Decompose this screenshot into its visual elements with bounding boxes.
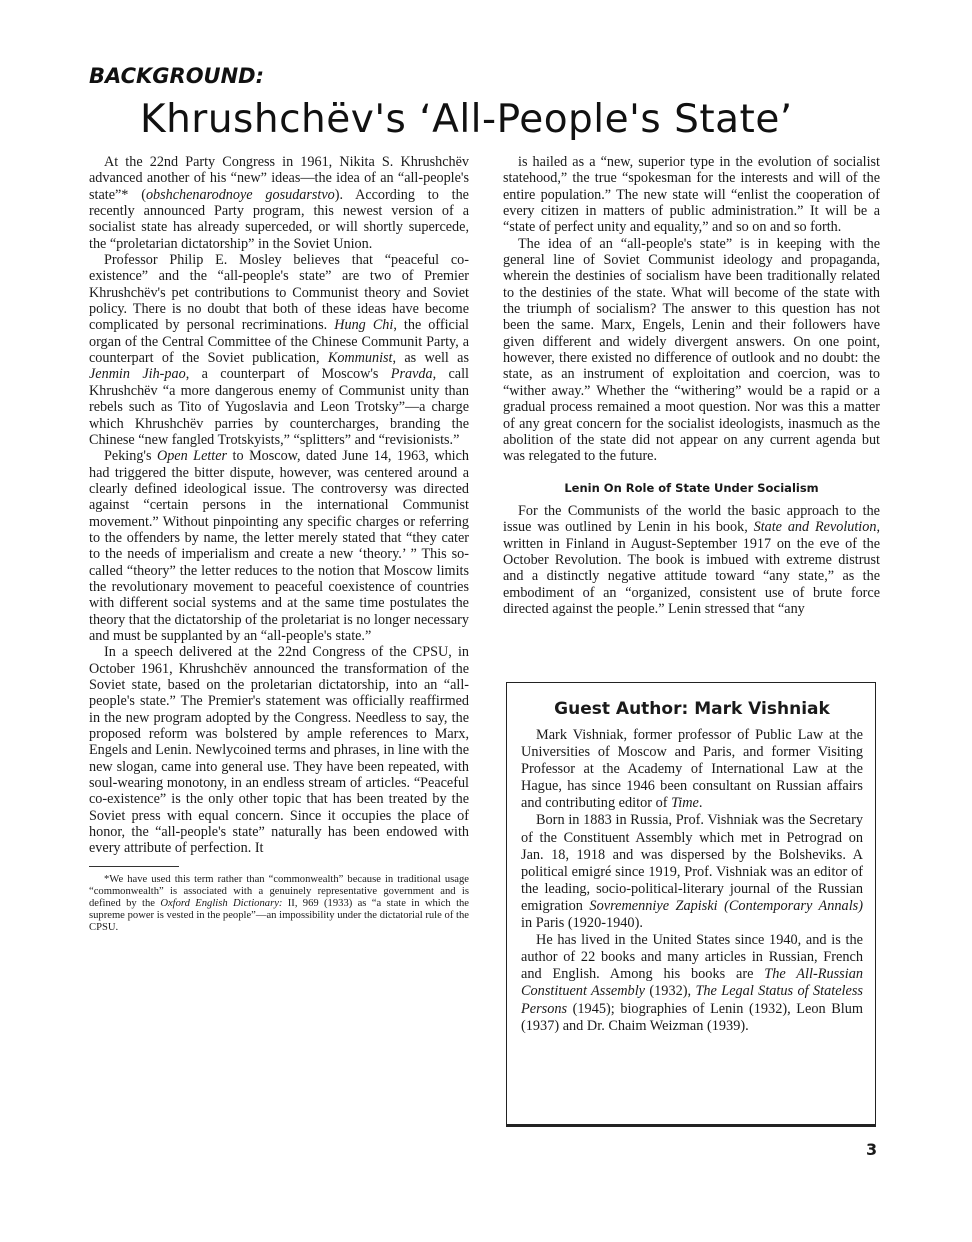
paragraph: At the 22nd Party Congress in 1961, Nikita S. Khrushchëv advanced another of his “new” ideas—the idea of an “all-people's state”* (obshchenarodnoye gosudarstvo). According to the recently announced Party program, this newest version of a socialist state has already superceded, or will shortly supercede, the “proletarian dictatorship” in the Soviet Union. xyxy=(89,154,469,252)
paragraph: Born in 1883 in Russia, Prof. Vishniak was the Secretary of the Constituent Assembly which met in Petrograd on Jan. 18, 1918 and was dispersed by the Bolsheviks. A political emigré since 1919, Prof. Vishniak was an editor of the leading, socio-political-literary journal of the Russian emigration Sovremenniye Zapiski (Contemporary Annals) in Paris (1920-1940). xyxy=(521,812,863,932)
paragraph: Mark Vishniak, former professor of Public Law at the Universities of Moscow and Paris, and former Visiting Professor at the Academy of International Law at the Hague, has since 1946 been consultant on Russian affairs and contributing editor of Time. xyxy=(521,727,863,812)
paragraph: He has lived in the United States since 1940, and is the author of 22 books and many articles in Russian, French and English. Among his books are The All-Russian Constituent Assembly (1932), The Legal Status of Stateless Persons (1945); biographies of Lenin (1932), Leon Blum (1937) and Dr. Chaim Weizman (1939). xyxy=(521,932,863,1034)
paragraph: Peking's Open Letter to Moscow, dated June 14, 1963, which had triggered the bitter dispute, however, was centered around a clearly defined ideological issue. The controversy was directed against “certain persons in the international Communist movement.” Without pinpointing any specific charges or referring to the offenders by name, the letter merely stated that “they cater to the needs of imperialism and create a new ‘theory.’ ” This so-called “theory” the letter reduces to the notion that Moscow limits the revolutionary movement to peaceful coexistence of countries with different social systems and at the same time postulates the theory that the dictatorship of the proletariat is no longer necessary and must be supplanted by an “all-people's state.” xyxy=(89,448,469,644)
right-column xyxy=(503,154,880,617)
paragraph: The idea of an “all-people's state” is in keeping with the general line of Soviet Communist ideology and propaganda, wherein the destinies of socialism have been traditionally related to the destinies of the state. What will become of the state with the triumph of socialism? The answer to this question has not been the same. Marx, Engels, Lenin and their followers have given different and widely divergent answers. On one point, however, there existed no difference of outlook and no doubt: the state, as an instrument of exploitation and coercion, was to “wither away.” Whether the “withering” would be a rapid or a gradual process remained a moot question. Nor was this a matter of any great concern for the socialist ideologists, inasmuch as the abolition of the state did not appear on any current agenda but was relegated to the future. xyxy=(503,235,880,465)
paragraph: is hailed as a “new, superior type in the evolution of socialist statehood,” the true “spokesman for the interests and will of the entire population.” The new state will “enlist the cooperation of every citizen in matters of public administration.” It will be a “state of perfect unity and equality,” and so on and so forth. xyxy=(503,154,880,236)
section-kicker: BACKGROUND: xyxy=(89,64,265,88)
article-title: Khrushchëv's ‘All-People's State’ xyxy=(140,97,793,142)
footnote-divider xyxy=(89,866,179,867)
guest-author-title: Guest Author: Mark Vishniak xyxy=(554,699,830,719)
guest-author-box xyxy=(506,682,876,1127)
paragraph: In a speech delivered at the 22nd Congress of the CPSU, in October 1961, Khrushchëv announced the transformation of the Soviet state, based on the proletarian dictatorship, into an “all-people's state.” The Premier's statement was officially reaffirmed in the new program adopted by the Congress. Needless to say, the proposed reform was bolstered by ample references to Marx, Engels and Lenin. Newlycoined terms and phrases, in line with the new slogan, came into general use. They have been repeated, with soul-wearing monotony, in an endless stream of articles. “Peaceful co-existence” is the only other topic that has been treated by the Soviet press with equal concern. Since it occupies the place of honor, the “all-people's state” naturally has been endowed with every attribute of perfection. It xyxy=(89,644,469,857)
section-subheading: Lenin On Role of State Under Socialism xyxy=(564,480,819,495)
paragraph: Professor Philip E. Mosley believes that “peaceful co-existence” and the “all-people's state” are two of Premier Khrushchëv's pet contributions to Communist theory and Soviet policy. There is no doubt that both of these ideas have become complicated by personal recriminations. Hung Chi, the official organ of the Central Committee of the Chinese Communit Party, a counterpart of the Soviet publication, Kommunist, as well as Jenmin Jih-pao, a counterpart of Moscow's Pravda, call Khrushchëv “a more dangerous enemy of Communist unity than rebels such as Tito of Yugoslavia and Leon Trotsky”—a charge which Khrushchëv parries by countercharges, branding the Chinese “new fangled Trotskyists,” “splitters” and “revisionists.” xyxy=(89,252,469,448)
footnote: *We have used this term rather than “commonwealth” because in traditional usage “commonwealth” is associated with a genuinely representative government and is defined by the Oxford English Dictionary: II, 969 (1933) as “a state in which the supreme power is vested in the people”—an impossibility under the dictatorial rule of the CPSU. xyxy=(89,873,470,933)
left-column xyxy=(89,154,469,934)
paragraph: For the Communists of the world the basic approach to the issue was outlined by Lenin in his book, State and Revolution, written in Finland in August-September 1917 on the eve of the October Revolution. The book is imbued with extreme distrust and a distinctly negative attitude toward “any state,” as the embodiment of an “organized, consistent use of brute force directed against the people.” Lenin stressed that “any xyxy=(503,502,880,617)
page-number: 3 xyxy=(866,1140,878,1159)
